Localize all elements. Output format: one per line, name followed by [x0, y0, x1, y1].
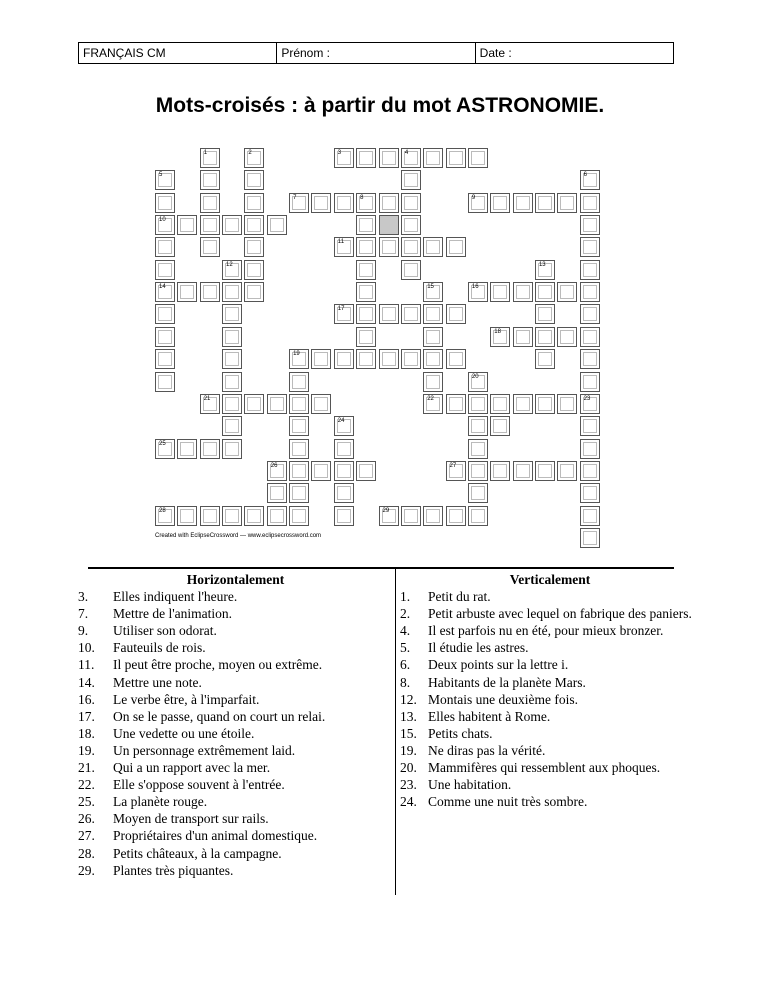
- grid-cell[interactable]: [513, 327, 533, 347]
- grid-cell[interactable]: [222, 372, 242, 392]
- grid-cell[interactable]: [580, 416, 600, 436]
- grid-cell[interactable]: [200, 282, 220, 302]
- cell-number: 22: [427, 395, 434, 402]
- cell-number: 21: [203, 395, 211, 402]
- horizontal-clue: [78, 742, 393, 759]
- grid-cell[interactable]: [177, 506, 197, 526]
- clue-number: 28.: [78, 845, 95, 861]
- grid-cell[interactable]: [244, 506, 264, 526]
- clue-text: Ne diras pas la vérité.: [428, 742, 546, 758]
- grid-cell[interactable]: [334, 193, 354, 213]
- grid-cell[interactable]: [580, 461, 600, 481]
- horizontal-clue: [78, 845, 393, 862]
- cell-number: 4: [404, 150, 409, 156]
- grid-cell[interactable]: [356, 282, 376, 302]
- grid-cell[interactable]: [423, 282, 443, 302]
- grid-cell[interactable]: [200, 439, 220, 459]
- cell-number: 10: [159, 217, 166, 224]
- grid-cell[interactable]: [200, 215, 220, 235]
- credit-text: Created with EclipseCrossword — www.eclipsecrossword.com: [155, 533, 322, 539]
- cell-number: 24: [337, 418, 345, 425]
- clue-text: Propriétaires d'un animal domestique.: [113, 828, 318, 844]
- grid-cell[interactable]: [580, 506, 600, 526]
- clue-text: Il peut être proche, moyen ou extrême.: [113, 657, 323, 673]
- clue-number: 2.: [400, 606, 411, 622]
- grid-cell[interactable]: [468, 416, 488, 436]
- grid-cell[interactable]: [580, 237, 600, 257]
- grid-cell[interactable]: [446, 237, 466, 257]
- horizontal-clue: [78, 656, 393, 673]
- grid-cell[interactable]: [379, 237, 399, 257]
- grid-cell[interactable]: [513, 461, 533, 481]
- grid-cell[interactable]: [177, 282, 197, 302]
- grid-cell[interactable]: [200, 193, 220, 213]
- vertical-clue: [400, 605, 700, 622]
- grid-cell[interactable]: [244, 260, 264, 280]
- grid-cell[interactable]: [267, 506, 287, 526]
- grid-cell[interactable]: [356, 237, 376, 257]
- grid-cell[interactable]: [267, 394, 287, 414]
- page-title: Mots-croisés : à partir du mot ASTRONOMIE.: [155, 94, 605, 117]
- grid-cell[interactable]: [446, 506, 466, 526]
- grid-cell[interactable]: [401, 148, 421, 168]
- grid-cell[interactable]: [155, 260, 175, 280]
- clue-text: Habitants de la planète Mars.: [428, 674, 586, 690]
- clue-text: Mettre une note.: [113, 674, 202, 690]
- grid-cell[interactable]: [155, 327, 175, 347]
- cell-number: 28: [159, 507, 166, 514]
- clue-text: Deux points sur la lettre i.: [428, 657, 569, 673]
- date-field[interactable]: Date :: [475, 43, 673, 64]
- grid-cell[interactable]: [379, 193, 399, 213]
- grid-cell[interactable]: [379, 506, 399, 526]
- clue-number: 20.: [400, 760, 417, 776]
- grid-cell[interactable]: [334, 439, 354, 459]
- clue-number: 8.: [400, 674, 411, 690]
- clue-number: 19.: [400, 742, 417, 758]
- clue-text: Moyen de transport sur rails.: [113, 811, 269, 827]
- vertical-clue: [400, 725, 700, 742]
- grid-cell[interactable]: [446, 461, 466, 481]
- cell-number: 26: [270, 462, 278, 469]
- clue-number: 21.: [78, 760, 95, 776]
- grid-cell[interactable]: [580, 193, 600, 213]
- cell-number: 2: [248, 150, 252, 156]
- grid-cell[interactable]: [356, 148, 376, 168]
- grid-cell[interactable]: [535, 349, 555, 369]
- clue-number: 11.: [78, 657, 95, 673]
- clue-number: 9.: [78, 623, 89, 639]
- grid-cell-shaded[interactable]: [379, 215, 399, 235]
- grid-cell[interactable]: [557, 327, 577, 347]
- grid-cell[interactable]: [401, 349, 421, 369]
- clue-text: Comme une nuit très sombre.: [428, 794, 588, 810]
- horizontal-clue: [78, 725, 393, 742]
- horizontal-clue: [78, 862, 393, 879]
- clue-text: Le verbe être, à l'imparfait.: [113, 691, 260, 707]
- vertical-clue: [400, 622, 700, 639]
- grid-cell[interactable]: [244, 148, 264, 168]
- grid-cell[interactable]: [356, 193, 376, 213]
- cell-number: 5: [159, 172, 163, 179]
- grid-cell[interactable]: [311, 193, 331, 213]
- grid-cell[interactable]: [580, 282, 600, 302]
- grid-cell[interactable]: [289, 349, 309, 369]
- clue-text: Elle s'oppose souvent à l'entrée.: [113, 777, 285, 793]
- vertical-clue: [400, 674, 700, 691]
- cell-number: 9: [471, 194, 476, 201]
- grid-cell[interactable]: [580, 304, 600, 324]
- grid-cell[interactable]: [155, 304, 175, 324]
- clue-text: Utiliser son odorat.: [113, 623, 217, 639]
- cell-number: 16: [471, 284, 479, 291]
- horizontal-clue: [78, 776, 393, 793]
- horizontal-clue: [78, 674, 393, 691]
- grid-cell[interactable]: [423, 506, 443, 526]
- grid-cell[interactable]: [244, 394, 264, 414]
- grid-cell[interactable]: [356, 349, 376, 369]
- grid-cell[interactable]: [401, 237, 421, 257]
- grid-cell[interactable]: [535, 193, 555, 213]
- grid-cell[interactable]: [423, 304, 443, 324]
- clue-number: 1.: [400, 589, 411, 605]
- grid-cell[interactable]: [423, 394, 443, 414]
- grid-cell[interactable]: [490, 394, 510, 414]
- grid-cell[interactable]: [200, 170, 220, 190]
- grid-cell[interactable]: [535, 304, 555, 324]
- grid-cell[interactable]: [535, 461, 555, 481]
- grid-cell[interactable]: [334, 237, 354, 257]
- grid-cell[interactable]: [468, 483, 488, 503]
- cell-number: 23: [583, 395, 591, 402]
- grid-cell[interactable]: [155, 372, 175, 392]
- grid-cell[interactable]: [580, 215, 600, 235]
- cell-number: 15: [427, 284, 434, 291]
- clue-text: Plantes très piquantes.: [113, 862, 234, 878]
- grid-cell[interactable]: [200, 394, 220, 414]
- grid-cell[interactable]: [580, 260, 600, 280]
- grid-cell[interactable]: [401, 170, 421, 190]
- grid-cell[interactable]: [490, 282, 510, 302]
- grid-cell[interactable]: [244, 170, 264, 190]
- grid-cell[interactable]: [222, 439, 242, 459]
- vertical-clues: [400, 571, 700, 810]
- cell-number: 19: [293, 351, 300, 358]
- grid-cell[interactable]: [334, 416, 354, 436]
- cell-number: 1: [203, 150, 208, 156]
- grid-cell[interactable]: [334, 349, 354, 369]
- grid-cell[interactable]: [401, 304, 421, 324]
- cell-number: 7: [293, 194, 297, 201]
- grid-cell[interactable]: [557, 394, 577, 414]
- clue-number: 4.: [400, 623, 411, 639]
- clue-text: Qui a un rapport avec la mer.: [113, 760, 271, 776]
- grid-cell[interactable]: [244, 193, 264, 213]
- clue-text: Elles indiquent l'heure.: [113, 589, 238, 605]
- divider-horizontal: [88, 567, 674, 569]
- clue-text: Petits chats.: [428, 725, 493, 741]
- grid-cell[interactable]: [580, 528, 600, 548]
- grid-cell[interactable]: [311, 394, 331, 414]
- grid-cell[interactable]: [356, 327, 376, 347]
- vertical-clue: [400, 742, 700, 759]
- grid-cell[interactable]: [535, 394, 555, 414]
- cell-number: 11: [337, 239, 345, 246]
- grid-cell[interactable]: [222, 349, 242, 369]
- grid-cell[interactable]: [222, 260, 242, 280]
- grid-cell[interactable]: [311, 461, 331, 481]
- vertical-clue: [400, 639, 700, 656]
- clue-number: 3.: [78, 589, 89, 605]
- cell-number: 27: [449, 462, 457, 469]
- grid-cell[interactable]: [222, 304, 242, 324]
- vertical-heading: Verticalement: [509, 572, 591, 587]
- grid-cell[interactable]: [289, 394, 309, 414]
- clue-number: 5.: [400, 640, 411, 656]
- grid-cell[interactable]: [379, 304, 399, 324]
- clue-number: 26.: [78, 811, 95, 827]
- horizontal-heading: Horizontalement: [186, 572, 285, 587]
- grid-cell[interactable]: [267, 483, 287, 503]
- grid-cell[interactable]: [155, 237, 175, 257]
- clue-text: Fauteuils de rois.: [113, 640, 206, 656]
- clue-text: Montais une deuxième fois.: [428, 691, 578, 707]
- clue-number: 18.: [78, 725, 95, 741]
- grid-cell[interactable]: [446, 148, 466, 168]
- subject-cell: FRANÇAIS CM: [79, 43, 277, 64]
- vertical-clue: [400, 759, 700, 776]
- clue-text: Petit arbuste avec lequel on fabrique des paniers.: [428, 606, 692, 622]
- cell-number: 6: [583, 172, 587, 179]
- clue-number: 10.: [78, 640, 95, 656]
- grid-cell[interactable]: [468, 148, 488, 168]
- clue-text: On se le passe, quand on court un relai.: [113, 708, 326, 724]
- horizontal-clue: [78, 639, 393, 656]
- vertical-clue: [400, 776, 700, 793]
- grid-cell[interactable]: [289, 372, 309, 392]
- cell-number: 17: [337, 306, 345, 313]
- grid-cell[interactable]: [222, 394, 242, 414]
- grid-cell[interactable]: [379, 148, 399, 168]
- grid-cell[interactable]: [289, 483, 309, 503]
- cell-number: 8: [360, 194, 364, 201]
- grid-cell[interactable]: [222, 416, 242, 436]
- grid-cell[interactable]: [155, 282, 175, 302]
- grid-cell[interactable]: [244, 237, 264, 257]
- grid-cell[interactable]: [423, 148, 443, 168]
- grid-cell[interactable]: [311, 349, 331, 369]
- cell-number: 18: [494, 328, 501, 335]
- clue-text: Mammifères qui ressemblent aux phoques.: [428, 760, 661, 776]
- grid-cell[interactable]: [535, 282, 555, 302]
- clue-number: 27.: [78, 828, 95, 844]
- horizontal-clue: [78, 793, 393, 810]
- clue-number: 25.: [78, 794, 95, 810]
- grid-cell[interactable]: [379, 349, 399, 369]
- clue-number: 15.: [400, 725, 417, 741]
- grid-cell[interactable]: [513, 193, 533, 213]
- grid-cell[interactable]: [423, 372, 443, 392]
- grid-cell[interactable]: [200, 148, 220, 168]
- grid-cell[interactable]: [289, 193, 309, 213]
- grid-cell[interactable]: [356, 215, 376, 235]
- grid-cell[interactable]: [490, 327, 510, 347]
- grid-cell[interactable]: [334, 148, 354, 168]
- grid-cell[interactable]: [200, 237, 220, 257]
- horizontal-clue: [78, 622, 393, 639]
- grid-cell[interactable]: [289, 461, 309, 481]
- clue-number: 16.: [78, 691, 95, 707]
- grid-cell[interactable]: [468, 394, 488, 414]
- grid-cell[interactable]: [580, 327, 600, 347]
- grid-cell[interactable]: [580, 394, 600, 414]
- grid-cell[interactable]: [401, 260, 421, 280]
- clue-number: 14.: [78, 674, 95, 690]
- grid-cell[interactable]: [423, 349, 443, 369]
- grid-cell[interactable]: [289, 439, 309, 459]
- cell-number: 29: [382, 507, 390, 514]
- grid-cell[interactable]: [557, 282, 577, 302]
- grid-cell[interactable]: [177, 215, 197, 235]
- grid-cell[interactable]: [177, 439, 197, 459]
- cell-number: 14: [159, 284, 166, 291]
- grid-cell[interactable]: [334, 483, 354, 503]
- vertical-clue: [400, 708, 700, 725]
- clue-number: 17.: [78, 708, 95, 724]
- grid-cell[interactable]: [580, 483, 600, 503]
- grid-cell[interactable]: [468, 461, 488, 481]
- grid-cell[interactable]: [155, 439, 175, 459]
- clue-number: 19.: [78, 742, 95, 758]
- grid-cell[interactable]: [468, 372, 488, 392]
- grid-cell[interactable]: [490, 461, 510, 481]
- clue-text: Elles habitent à Rome.: [428, 708, 551, 724]
- grid-cell[interactable]: [155, 193, 175, 213]
- grid-cell[interactable]: [446, 304, 466, 324]
- grid-cell[interactable]: [535, 260, 555, 280]
- clue-number: 29.: [78, 862, 95, 878]
- vertical-clue: [400, 656, 700, 673]
- clue-number: 24.: [400, 794, 417, 810]
- horizontal-clue: [78, 708, 393, 725]
- grid-cell[interactable]: [423, 237, 443, 257]
- grid-cell[interactable]: [289, 506, 309, 526]
- vertical-clue: [400, 588, 700, 605]
- divider-vertical: [395, 569, 396, 895]
- clue-text: Il étudie les astres.: [428, 640, 529, 656]
- grid-cell[interactable]: [289, 416, 309, 436]
- grid-cell[interactable]: [155, 170, 175, 190]
- vertical-clue: [400, 793, 700, 810]
- cell-number: 12: [226, 261, 233, 268]
- clue-text: Il est parfois nu en été, pour mieux bronzer.: [428, 623, 664, 639]
- vertical-clue: [400, 691, 700, 708]
- clue-text: Petits châteaux, à la campagne.: [113, 845, 282, 861]
- clue-text: Petit du rat.: [428, 589, 491, 605]
- clue-text: Un personnage extrêmement laid.: [113, 742, 296, 758]
- grid-cell[interactable]: [580, 170, 600, 190]
- grid-cell[interactable]: [244, 215, 264, 235]
- horizontal-clue: [78, 759, 393, 776]
- grid-cell[interactable]: [222, 506, 242, 526]
- grid-cell[interactable]: [401, 215, 421, 235]
- grid-cell[interactable]: [334, 304, 354, 324]
- clue-number: 7.: [78, 606, 89, 622]
- grid-cell[interactable]: [580, 372, 600, 392]
- grid-cell[interactable]: [222, 327, 242, 347]
- clue-number: 13.: [400, 708, 417, 724]
- grid-cell[interactable]: [267, 215, 287, 235]
- vertical-clue-list: [400, 588, 700, 810]
- grid-cell[interactable]: [155, 349, 175, 369]
- grid-cell[interactable]: [155, 215, 175, 235]
- grid-cell[interactable]: [580, 349, 600, 369]
- horizontal-clue: [78, 827, 393, 844]
- clue-text: Une vedette ou une étoile.: [113, 725, 255, 741]
- horizontal-clue: [78, 810, 393, 827]
- grid-cell[interactable]: [490, 416, 510, 436]
- clue-number: 22.: [78, 777, 95, 793]
- prenom-field[interactable]: Prénom :: [277, 43, 475, 64]
- clue-text: Une habitation.: [428, 777, 512, 793]
- grid-cell[interactable]: [334, 461, 354, 481]
- grid-cell[interactable]: [535, 327, 555, 347]
- grid-cell[interactable]: [423, 327, 443, 347]
- grid-cell[interactable]: [446, 349, 466, 369]
- grid-cell[interactable]: [557, 461, 577, 481]
- grid-cell[interactable]: [468, 506, 488, 526]
- grid-cell[interactable]: [468, 193, 488, 213]
- horizontal-clues: [78, 571, 393, 879]
- grid-cell[interactable]: [334, 506, 354, 526]
- grid-cell[interactable]: [222, 215, 242, 235]
- horizontal-clue-list: [78, 588, 393, 879]
- grid-cell[interactable]: [200, 506, 220, 526]
- grid-cell[interactable]: [155, 506, 175, 526]
- grid-cell[interactable]: [513, 394, 533, 414]
- clue-text: Mettre de l'animation.: [113, 606, 233, 622]
- grid-cell[interactable]: [468, 439, 488, 459]
- horizontal-clue: [78, 588, 393, 605]
- grid-cell[interactable]: [513, 282, 533, 302]
- horizontal-clue: [78, 605, 393, 622]
- grid-cell[interactable]: [468, 282, 488, 302]
- grid-cell[interactable]: [490, 193, 510, 213]
- grid-cell[interactable]: [580, 439, 600, 459]
- cell-number: 13: [538, 261, 546, 268]
- grid-cell[interactable]: [222, 282, 242, 302]
- clue-number: 23.: [400, 777, 417, 793]
- grid-cell[interactable]: [267, 461, 287, 481]
- grid-cell[interactable]: [557, 193, 577, 213]
- grid-cell[interactable]: [446, 394, 466, 414]
- cell-number: 3: [337, 150, 342, 156]
- grid-cell[interactable]: [356, 304, 376, 324]
- cell-number: 20: [471, 373, 479, 380]
- horizontal-clue: [78, 691, 393, 708]
- grid-cell[interactable]: [401, 193, 421, 213]
- clue-number: 12.: [400, 691, 417, 707]
- grid-cell[interactable]: [356, 461, 376, 481]
- clue-number: 6.: [400, 657, 411, 673]
- clue-text: La planète rouge.: [113, 794, 208, 810]
- grid-cell[interactable]: [401, 506, 421, 526]
- cell-number: 25: [159, 440, 166, 447]
- grid-cell[interactable]: [356, 260, 376, 280]
- grid-cell[interactable]: [244, 282, 264, 302]
